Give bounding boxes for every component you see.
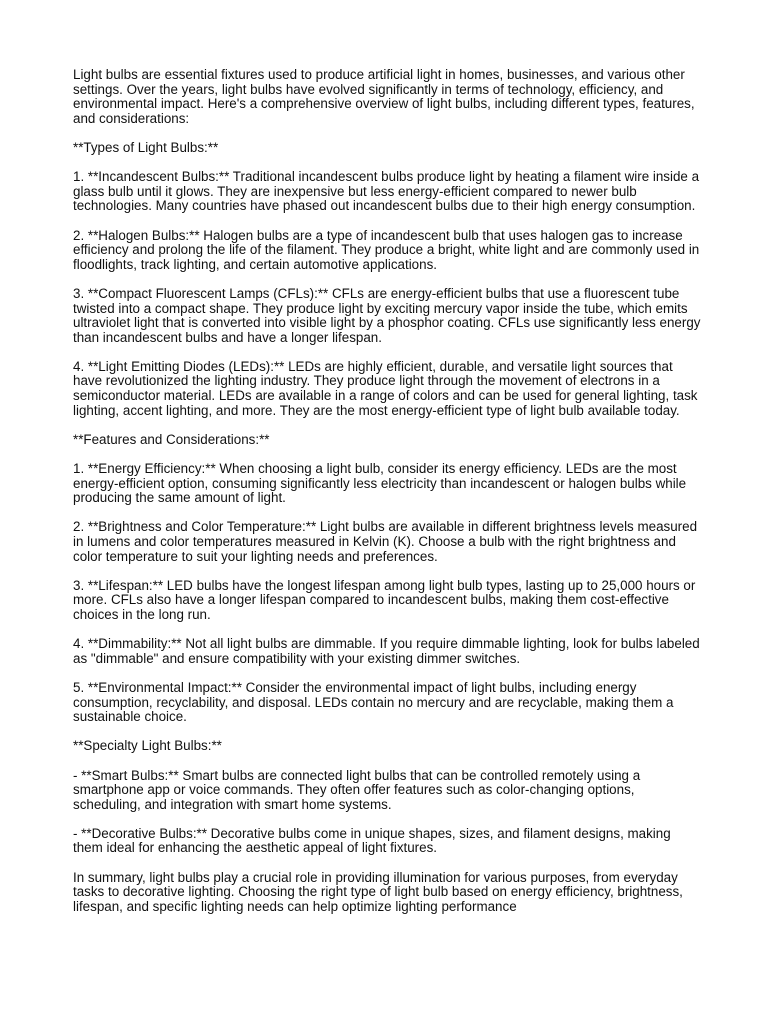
paragraph-environmental: 5. **Environmental Impact:** Consider the environmental impact of light bulbs, including energy consumption, recyclability, and disposal. LEDs contain no mercury and are recyclable, making them a sustainable choice. bbox=[73, 679, 674, 725]
paragraph-energy-efficiency: 1. **Energy Efficiency:** When choosing a light bulb, consider its energy efficiency. LEDs are the most energy-efficient option, consuming significantly less electricity than incandescent or halogen bulbs while producing the same amount of light. bbox=[73, 461, 687, 506]
intro-paragraph: Light bulbs are essential fixtures used to produce artificial light in homes, businesses, and various other settings. Over the years, light bulbs have evolved significantly in terms of technology, efficiency, and environmental impact. Here's a comprehensive overview of light bulbs, including different types, features, and considerations: bbox=[73, 67, 695, 126]
section-heading-specialty: **Specialty Light Bulbs:** bbox=[73, 738, 222, 754]
document-page bbox=[73, 68, 703, 929]
paragraph-led: 4. **Light Emitting Diodes (LEDs):** LEDs are highly efficient, durable, and versatile light sources that have revolutionized the lighting industry. They produce light through the movement of electrons in a semiconductor material. LEDs are available in a range of colors and can be used for general lighting, task lighting, accent lighting, and more. They are the most energy-efficient type of light bulb available today. bbox=[73, 358, 698, 418]
paragraph-incandescent: 1. **Incandescent Bulbs:** Traditional incandescent bulbs produce light by heating a filament wire inside a glass bulb until it glows. They are inexpensive but less energy-efficient compared to newer bulb technologies. Many countries have phased out incandescent bulbs due to their high energy consumption. bbox=[73, 169, 700, 214]
paragraph-decorative-bulbs: - **Decorative Bulbs:** Decorative bulbs come in unique shapes, sizes, and filament designs, making them ideal for enhancing the aesthetic appeal of light fixtures. bbox=[73, 825, 671, 856]
paragraph-brightness: 2. **Brightness and Color Temperature:** Light bulbs are available in different brightness levels measured in lumens and color temperatures measured in Kelvin (K). Choose a bulb with the right brightness and color temperature to suit your lighting needs and preferences. bbox=[73, 519, 698, 564]
paragraph-dimmability: 4. **Dimmability:** Not all light bulbs are dimmable. If you require dimmable lighting, look for bulbs labeled as "dimmable" and ensure compatibility with your existing dimmer switches. bbox=[73, 636, 700, 666]
paragraph-cfl: 3. **Compact Fluorescent Lamps (CFLs):** CFLs are energy-efficient bulbs that use a fluorescent tube twisted into a compact shape. They produce light by exciting mercury vapor inside the tube, which emits ultraviolet light that is converted into visible light by a phosphor coating. CFLs use significantly less energy than incandescent bulbs and have a longer lifespan. bbox=[73, 285, 701, 345]
section-heading-features: **Features and Considerations:** bbox=[73, 431, 270, 447]
paragraph-smart-bulbs: - **Smart Bulbs:** Smart bulbs are connected light bulbs that can be controlled remotely using a smartphone app or voice commands. They often offer features such as color-changing options, scheduling, and integration with smart home systems. bbox=[73, 767, 641, 812]
summary-paragraph: In summary, light bulbs play a crucial role in providing illumination for various purposes, from everyday tasks to decorative lighting. Choosing the right type of light bulb based on energy efficiency, brightness, lifespan, and specific lighting needs can help optimize lighting performance bbox=[73, 869, 683, 914]
paragraph-lifespan: 3. **Lifespan:** LED bulbs have the longest lifespan among light bulb types, lasting up to 25,000 hours or more. CFLs also have a longer lifespan compared to incandescent bulbs, making them cost-effective choices in the long run. bbox=[73, 577, 696, 622]
paragraph-halogen: 2. **Halogen Bulbs:** Halogen bulbs are a type of incandescent bulb that uses halogen gas to increase efficiency and prolong the life of the filament. They produce a bright, white light and are commonly used in floodlights, track lighting, and certain automotive applications. bbox=[73, 227, 700, 272]
section-heading-types: **Types of Light Bulbs:** bbox=[73, 139, 219, 155]
